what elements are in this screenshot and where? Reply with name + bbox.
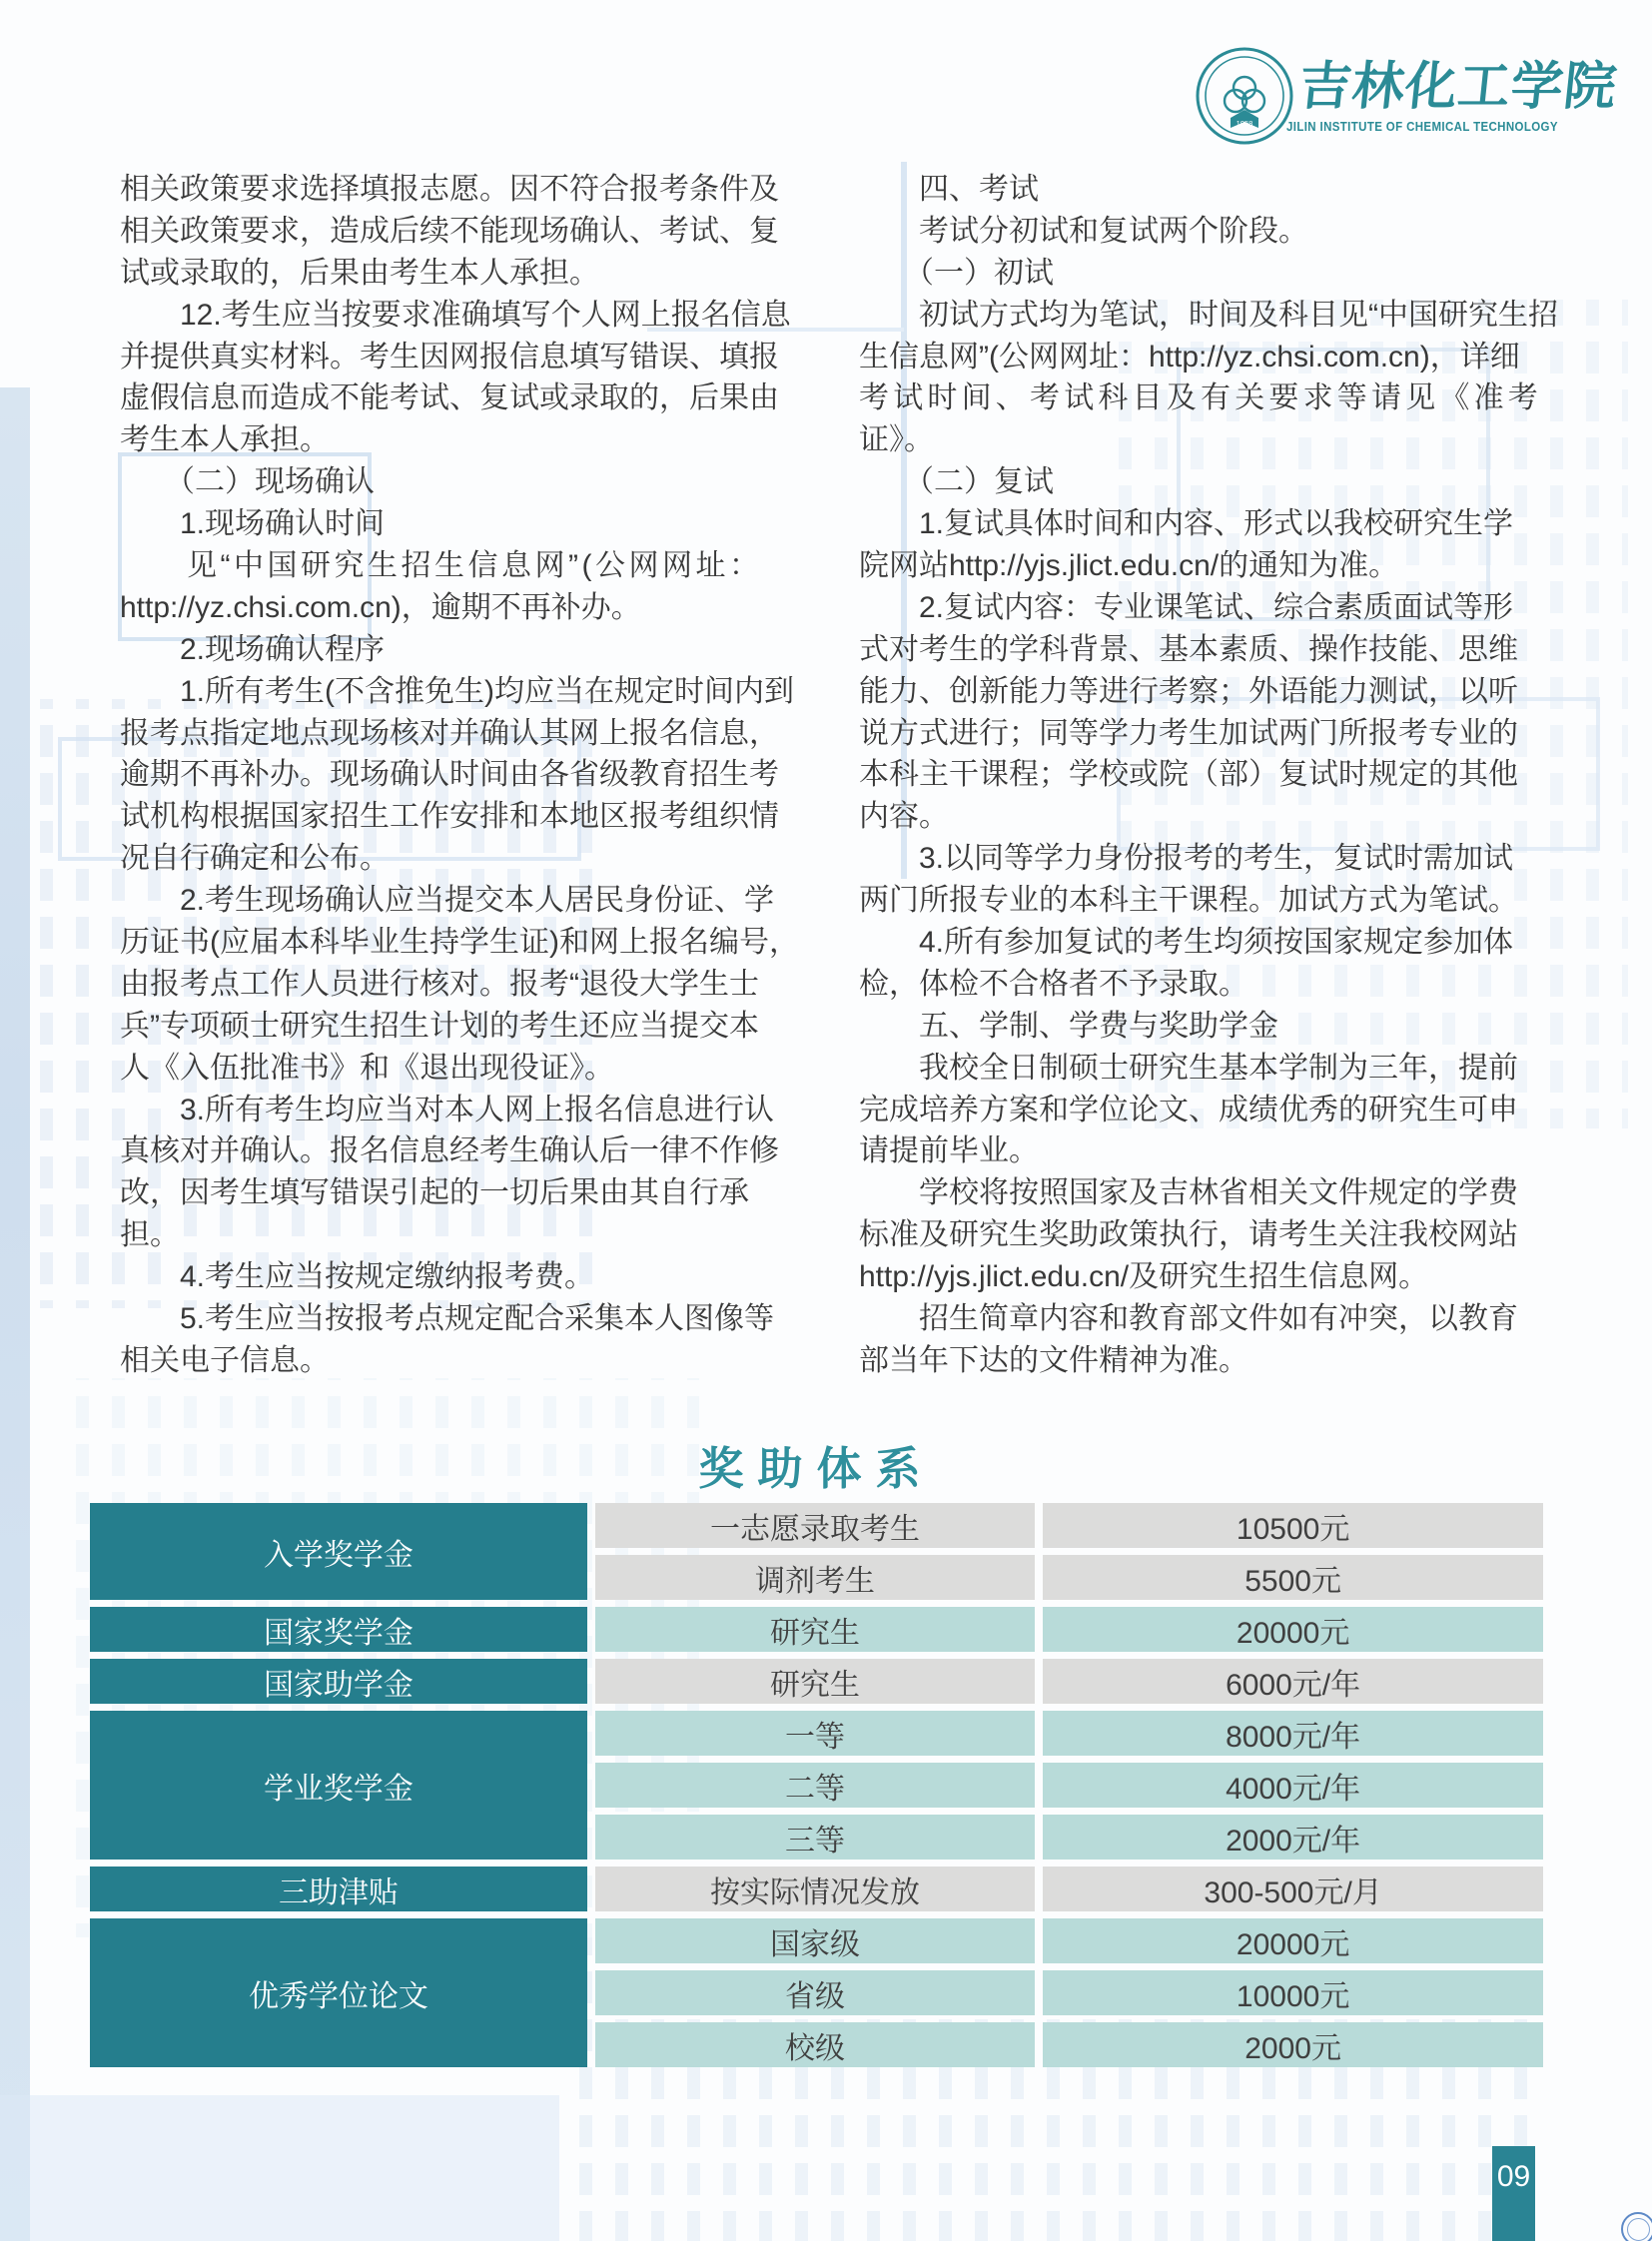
scholarship-amount-cell: 300-500元/月 — [1043, 1867, 1543, 1911]
scholarship-amount-cell: 2000元/年 — [1043, 1815, 1543, 1860]
seal-year-text: 1958 — [1236, 119, 1253, 128]
text-line: 5.考生应当按报考点规定配合采集本人图像等 — [120, 1302, 775, 1336]
corner-stamp-inner-ring — [1627, 2218, 1650, 2241]
text-line: 招生简章内容和教育部文件如有冲突，以教育 — [859, 1302, 1518, 1336]
text-line: （一）初试 — [859, 256, 1054, 290]
text-line: 报考点指定地点现场核对并确认其网上报名信息， — [120, 716, 779, 750]
text-line: 相关政策要求，造成后续不能现场确认、考试、复 — [120, 214, 779, 248]
text-line: 2.考生现场确认应当提交本人居民身份证、学 — [120, 884, 775, 918]
text-line: 考试分初试和复试两个阶段。 — [859, 214, 1308, 248]
page-number: 09 — [1492, 2146, 1535, 2241]
scholarship-item-cell: 校级 — [595, 2022, 1035, 2067]
text-line: 考试时间、考试科目及有关要求等请见《准考 — [859, 381, 1542, 415]
text-line: 相关电子信息。 — [120, 1343, 330, 1377]
scholarship-section-title: 奖助体系 — [698, 1443, 935, 1494]
text-line: 试或录取的，后果由考生本人承担。 — [120, 256, 599, 290]
scholarship-category-cell: 国家奖学金 — [90, 1607, 587, 1652]
text-line: 我校全日制硕士研究生基本学制为三年，提前 — [859, 1051, 1518, 1085]
text-line: 内容。 — [859, 800, 949, 834]
text-line: 真核对并确认。报名信息经考生确认后一律不作修 — [120, 1134, 779, 1168]
text-line: 兵”专项硕士研究生招生计划的考生还应当提交本 — [120, 1009, 759, 1043]
table-row — [90, 1867, 1543, 1911]
text-line: （二）现场确认 — [120, 465, 375, 499]
text-line: 试机构根据国家招生工作安排和本地区报考组织情 — [120, 800, 779, 834]
text-line: 历证书(应届本科毕业生持学生证)和网上报名编号， — [120, 926, 799, 960]
scholarship-category-cell: 优秀学位论文 — [90, 1918, 587, 2067]
table-row — [90, 1659, 1543, 1704]
body-text-left-column — [120, 169, 799, 1382]
text-line: 说方式进行；同等学力考生加试两门所报考专业的 — [859, 716, 1518, 750]
scholarship-item-cell: 按实际情况发放 — [595, 1867, 1035, 1911]
text-line: 并提供真实材料。考生因网报信息填写错误、填报 — [120, 340, 779, 374]
text-line: 12.考生应当按要求准确填写个人网上报名信息 — [120, 298, 791, 332]
scholarship-amount-cell: 10500元 — [1043, 1503, 1543, 1548]
text-line: 式对考生的学科背景、基本素质、操作技能、思维 — [859, 632, 1518, 666]
text-line: 3.以同等学力身份报考的考生，复试时需加试 — [859, 842, 1514, 876]
scholarship-amount-cell: 20000元 — [1043, 1918, 1543, 1963]
scholarship-category-cell: 国家助学金 — [90, 1659, 587, 1704]
text-line: 证》。 — [859, 423, 934, 457]
scholarship-item-cell: 研究生 — [595, 1607, 1035, 1652]
text-line: 请提前毕业。 — [859, 1134, 1039, 1168]
scholarship-category-cell: 三助津贴 — [90, 1867, 587, 1911]
table-row — [90, 1918, 1543, 1963]
text-line: 见“中国研究生招生信息网”(公网网址： — [120, 549, 763, 583]
scholarship-category-cell: 入学奖学金 — [90, 1503, 587, 1600]
text-line: 改，因考生填写错误引起的一切后果由其自行承 — [120, 1176, 749, 1210]
text-line: 2.复试内容：专业课笔试、综合素质面试等形 — [859, 590, 1514, 624]
scholarship-item-cell: 研究生 — [595, 1659, 1035, 1704]
text-line: 4.考生应当按规定缴纳报考费。 — [120, 1260, 595, 1294]
table-row — [90, 1711, 1543, 1756]
text-line: 标准及研究生奖助政策执行，请考生关注我校网站 — [859, 1218, 1518, 1252]
university-logo — [1195, 44, 1621, 148]
text-line: 逾期不再补办。现场确认时间由各省级教育招生考 — [120, 758, 779, 792]
scholarship-item-cell: 二等 — [595, 1763, 1035, 1808]
text-line: 4.所有参加复试的考生均须按国家规定参加体 — [859, 926, 1514, 960]
text-line: 生信息网”(公网网址：http://yz.chsi.com.cn)，详细 — [859, 340, 1520, 374]
text-line: 能力、创新能力等进行考察；外语能力测试，以听 — [859, 674, 1518, 708]
scholarship-amount-cell: 8000元/年 — [1043, 1711, 1543, 1756]
text-line: 本科主干课程；学校或院（部）复试时规定的其他 — [859, 758, 1518, 792]
text-line: 五、学制、学费与奖助学金 — [859, 1009, 1278, 1043]
text-line: 2.现场确认程序 — [120, 632, 386, 666]
scholarship-table — [82, 1496, 1551, 2074]
text-line: 两门所报专业的本科主干课程。加试方式为笔试。 — [859, 884, 1518, 918]
university-name-calligraphy: 吉林化工学院 — [1295, 58, 1621, 116]
text-line: （二）复试 — [859, 465, 1054, 499]
text-line: 部当年下达的文件精神为准。 — [859, 1343, 1248, 1377]
text-line: 虚假信息而造成不能考试、复试或录取的，后果由 — [120, 381, 779, 415]
bottom-blue-band — [0, 2095, 559, 2241]
text-line: 初试方式均为笔试，时间及科目见“中国研究生招 — [859, 298, 1558, 332]
scholarship-amount-cell: 20000元 — [1043, 1607, 1543, 1652]
scholarship-item-cell: 调剂考生 — [595, 1555, 1035, 1600]
text-line: http://yz.chsi.com.cn)，逾期不再补办。 — [120, 590, 641, 624]
scholarship-amount-cell: 10000元 — [1043, 1970, 1543, 2015]
scholarship-item-cell: 一等 — [595, 1711, 1035, 1756]
table-row — [90, 1503, 1543, 1548]
text-line: 相关政策要求选择填报志愿。因不符合报考条件及 — [120, 173, 779, 206]
table-row — [90, 1607, 1543, 1652]
text-line: 完成培养方案和学位论文、成绩优秀的研究生可申 — [859, 1093, 1518, 1126]
scholarship-item-cell: 国家级 — [595, 1918, 1035, 1963]
body-text-right-column — [859, 169, 1558, 1382]
scholarship-category-cell: 学业奖学金 — [90, 1711, 587, 1860]
text-line: 检，体检不合格者不予录取。 — [859, 967, 1248, 1001]
corner-stamp-icon — [1621, 2212, 1652, 2241]
scholarship-item-cell: 省级 — [595, 1970, 1035, 2015]
text-line: 院网站http://yjs.jlict.edu.cn/的通知为准。 — [859, 549, 1399, 583]
text-line: http://yjs.jlict.edu.cn/及研究生招生信息网。 — [859, 1260, 1429, 1294]
text-line: 人《入伍批准书》和《退出现役证》。 — [120, 1051, 614, 1085]
text-line: 担。 — [120, 1218, 180, 1252]
text-line: 学校将按照国家及吉林省相关文件规定的学费 — [859, 1176, 1518, 1210]
text-line: 1.所有考生(不含推免生)均应当在规定时间内到 — [120, 674, 794, 708]
scholarship-amount-cell: 4000元/年 — [1043, 1763, 1543, 1808]
scholarship-item-cell: 三等 — [595, 1815, 1035, 1860]
university-name-english: JILIN INSTITUTE OF CHEMICAL TECHNOLOGY — [1286, 120, 1558, 134]
university-seal-icon — [1195, 46, 1294, 146]
text-line: 考生本人承担。 — [120, 423, 330, 457]
text-line: 况自行确定和公布。 — [120, 842, 390, 876]
text-line: 由报考点工作人员进行核对。报考“退役大学生士 — [120, 967, 759, 1001]
text-line: 3.所有考生均应当对本人网上报名信息进行认 — [120, 1093, 775, 1126]
left-edge-blue-strip — [0, 387, 30, 2241]
scholarship-amount-cell: 6000元/年 — [1043, 1659, 1543, 1704]
text-line: 1.现场确认时间 — [120, 507, 386, 541]
scholarship-item-cell: 一志愿录取考生 — [595, 1503, 1035, 1548]
scholarship-amount-cell: 5500元 — [1043, 1555, 1543, 1600]
text-line: 四、考试 — [859, 173, 1039, 206]
text-line: 1.复试具体时间和内容、形式以我校研究生学 — [859, 507, 1514, 541]
scholarship-amount-cell: 2000元 — [1043, 2022, 1543, 2067]
